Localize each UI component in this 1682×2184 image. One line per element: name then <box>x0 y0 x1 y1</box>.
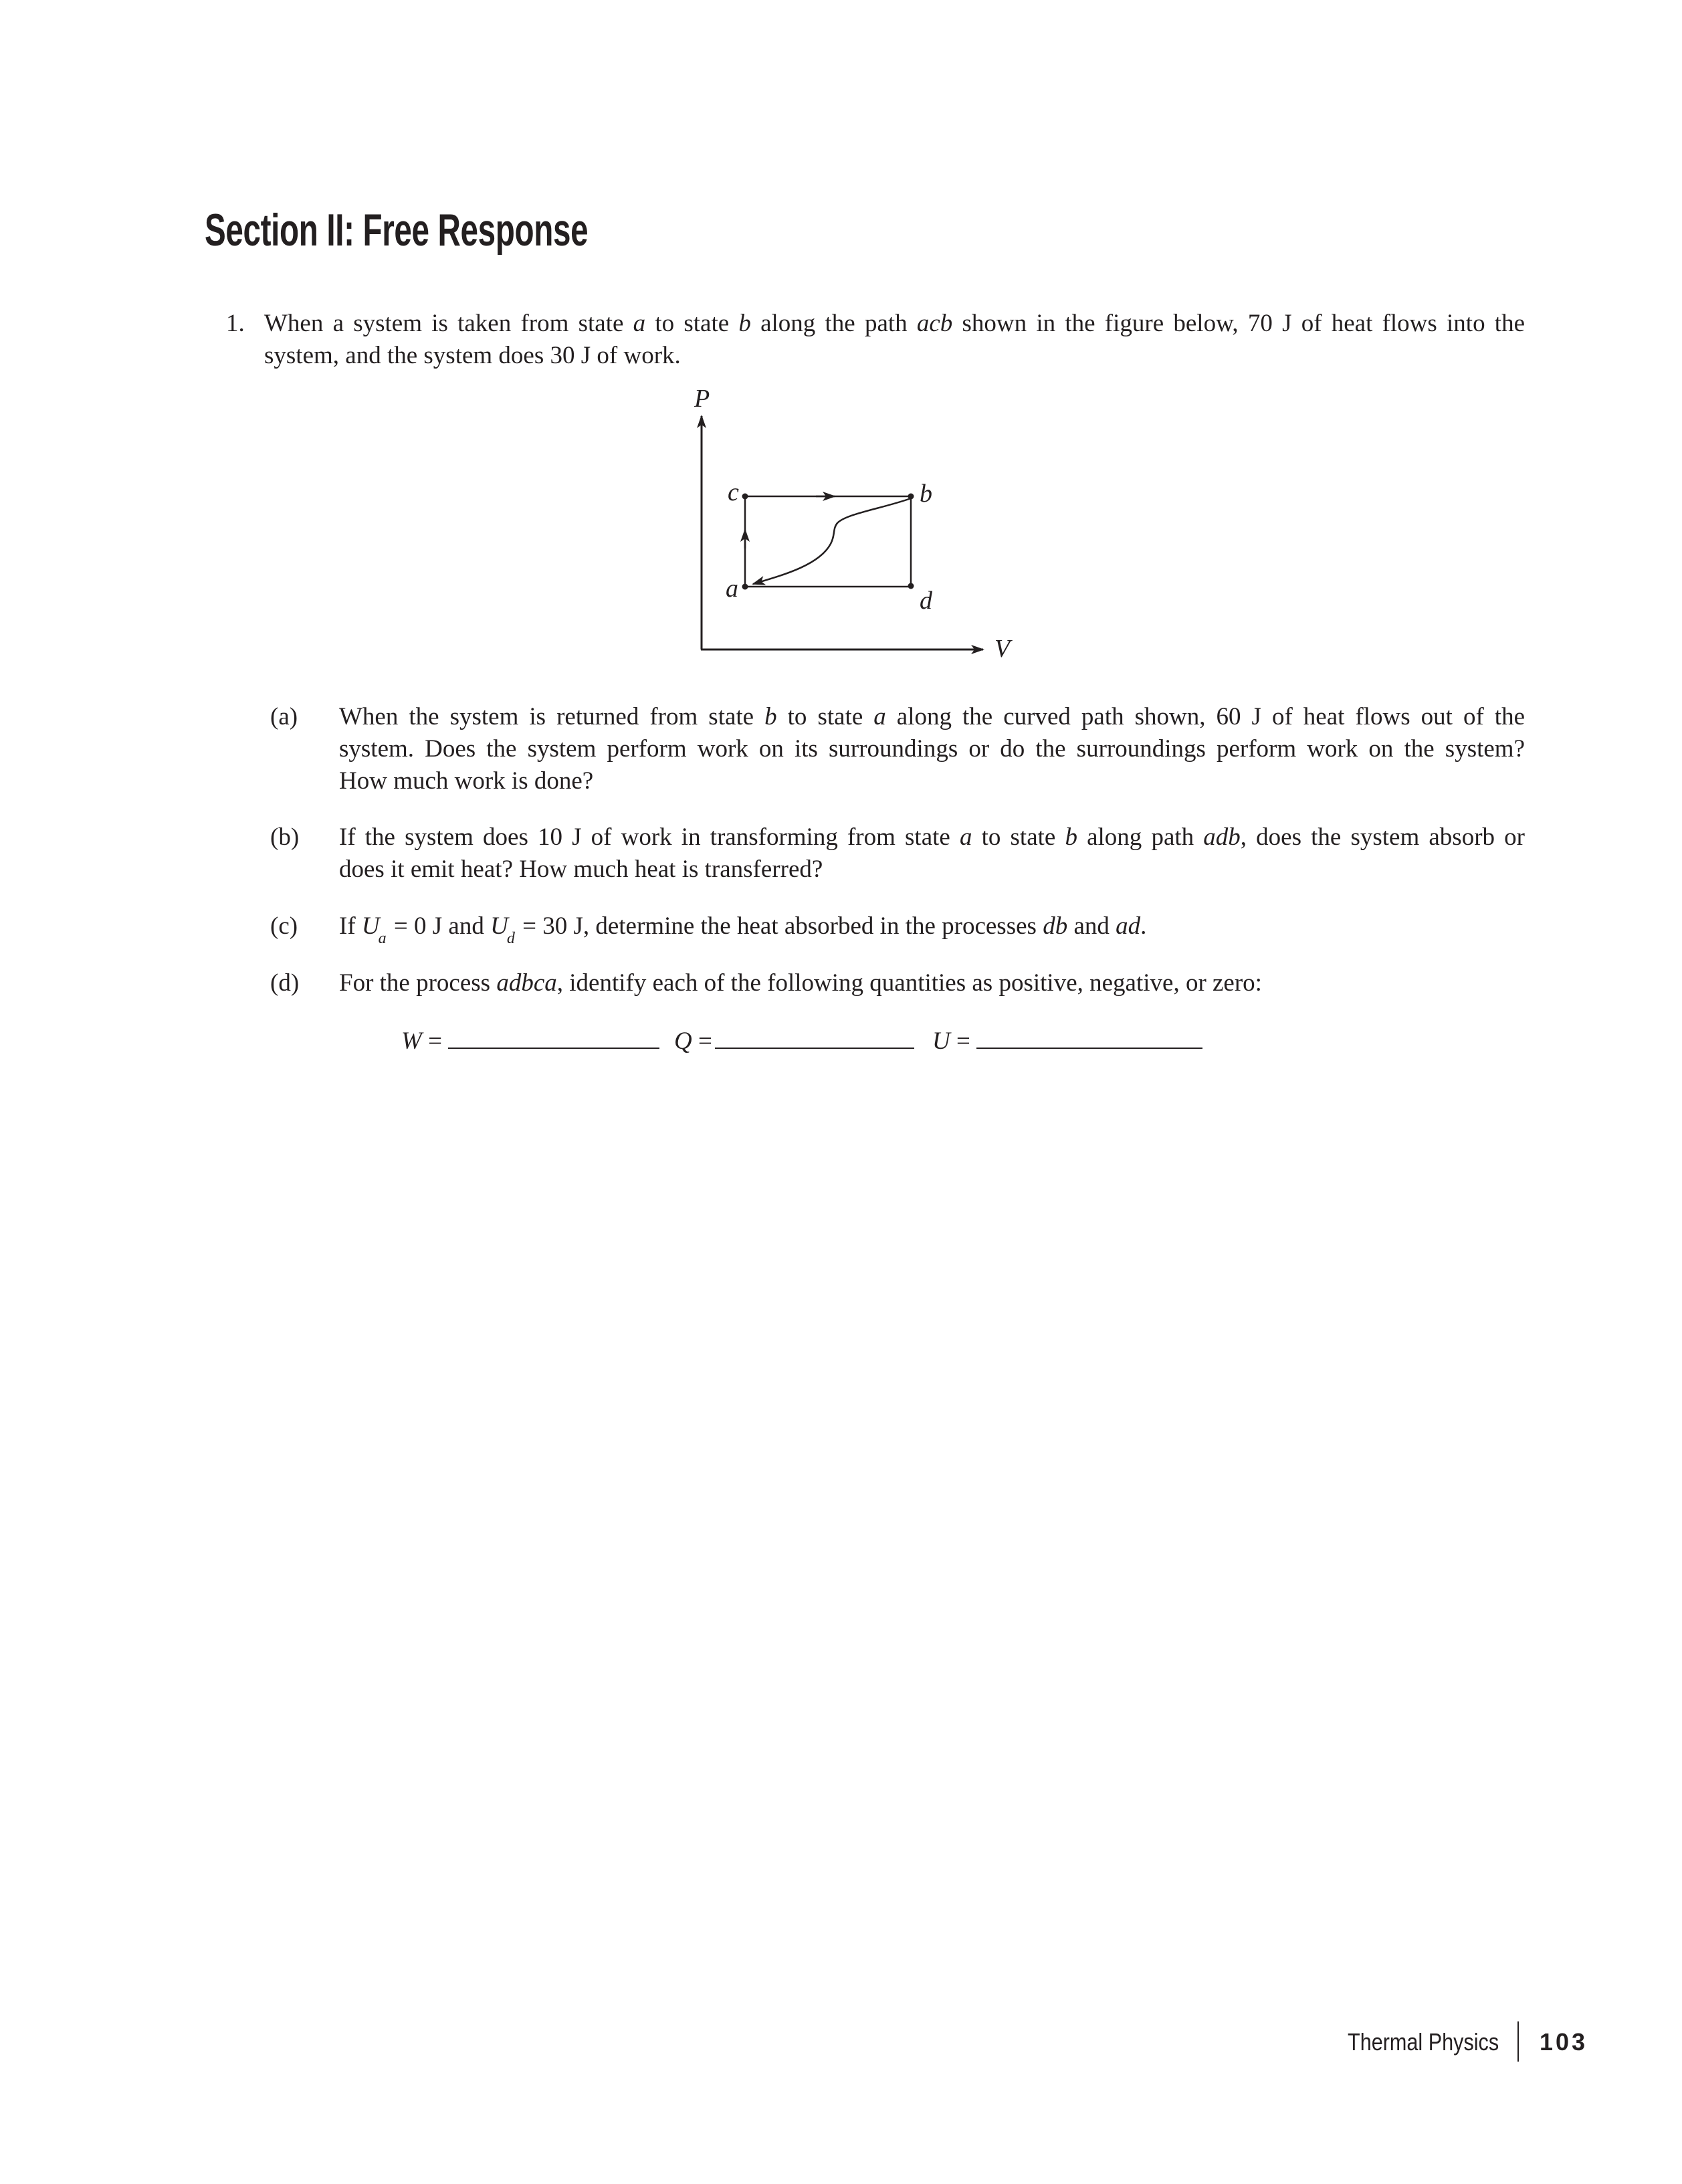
italic-variable: a <box>633 310 646 337</box>
text-segment: and <box>1067 912 1116 940</box>
answer-u <box>932 1025 1202 1057</box>
part-d-label: (d) <box>270 969 300 997</box>
text-segment: to state <box>645 310 739 337</box>
text-segment: How much work is done? <box>339 767 594 795</box>
answer-q <box>674 1025 914 1057</box>
italic-variable: acb <box>916 310 953 337</box>
text-segment: . <box>1140 912 1147 940</box>
part-c-label: (c) <box>270 912 298 940</box>
part-line <box>339 854 1525 886</box>
text-segment: = 0 J and <box>387 912 491 940</box>
part-d-text <box>339 967 1262 999</box>
italic-variable: a <box>873 703 886 730</box>
footer-chapter: Thermal Physics <box>1348 2028 1499 2056</box>
point-a <box>742 584 748 590</box>
italic-variable: adbca <box>496 969 557 997</box>
point-d-label: d <box>920 587 932 615</box>
italic-variable: b <box>738 310 751 337</box>
italic-variable: a <box>959 823 972 851</box>
text-segment: to state <box>776 703 874 730</box>
text-segment: If the system does 10 J of work in transforming from state <box>339 823 960 851</box>
w-answer-blank[interactable] <box>448 1027 659 1049</box>
point-c <box>742 494 748 500</box>
pressure-axis-label: P <box>694 385 710 413</box>
text-segment: When the system is returned from state <box>339 703 765 730</box>
part-a-text <box>339 701 1525 797</box>
question-text <box>264 308 1525 372</box>
point-b <box>908 494 914 500</box>
part-b-text <box>339 821 1525 886</box>
italic-variable: db <box>1043 912 1068 940</box>
u-equals: = <box>950 1027 970 1055</box>
part-line <box>339 701 1525 733</box>
point-a-label: a <box>726 575 738 603</box>
subscript: d <box>506 930 515 947</box>
u-answer-blank[interactable] <box>976 1027 1202 1049</box>
text-segment: If <box>339 912 362 940</box>
part-c-text <box>339 910 1147 947</box>
text-segment: along the curved path shown, 60 J of heat flows out of the <box>885 703 1525 730</box>
u-symbol: U <box>932 1027 950 1055</box>
text-segment: = 30 J, determine the heat absorbed in the processes <box>516 912 1043 940</box>
answer-w <box>401 1025 659 1057</box>
point-d <box>908 583 914 589</box>
italic-variable: b <box>764 703 777 730</box>
part-line <box>339 910 1147 947</box>
text-segment: system, and the system does 30 J of work. <box>264 342 681 369</box>
text-segment: along path <box>1077 823 1204 851</box>
point-b-label: b <box>920 480 932 508</box>
part-line <box>339 821 1525 854</box>
text-segment: along the path <box>750 310 917 337</box>
text-segment: , identify each of the following quantities as positive, negative, or zero: <box>556 969 1262 997</box>
italic-variable: ad <box>1116 912 1141 940</box>
part-line <box>339 967 1262 999</box>
part-line <box>339 733 1525 765</box>
question-line <box>264 308 1525 340</box>
volume-axis-label: V <box>994 635 1011 663</box>
curved-path-ba <box>753 498 911 584</box>
text-segment: to state <box>972 823 1065 851</box>
q-symbol: Q <box>674 1027 692 1055</box>
q-equals: = <box>692 1027 712 1055</box>
w-equals: = <box>421 1027 442 1055</box>
italic-variable: b <box>1065 823 1077 851</box>
pv-diagram <box>669 375 1043 669</box>
text-segment: shown in the figure below, 70 J of heat flows into the <box>952 310 1526 337</box>
text-segment: When a system is taken from state <box>264 310 633 337</box>
w-symbol: W <box>401 1027 422 1055</box>
page-number: 103 <box>1540 2028 1588 2056</box>
text-segment: system. Does the system perform work on its surroundings or do the surroundings perform work on the system? <box>339 735 1525 763</box>
q-answer-blank[interactable] <box>715 1027 914 1049</box>
question-number: 1. <box>226 310 245 337</box>
part-a-label: (a) <box>270 703 298 730</box>
footer-divider <box>1517 2021 1519 2062</box>
page-title: Section II: Free Response <box>205 205 589 256</box>
text-segment: , does the system absorb or <box>1240 823 1525 851</box>
italic-variable: U <box>490 912 508 940</box>
part-line <box>339 765 1525 797</box>
question-line <box>264 340 1525 372</box>
point-c-label: c <box>728 478 739 506</box>
subscript: a <box>378 930 387 947</box>
text-segment: does it emit heat? How much heat is transferred? <box>339 856 823 883</box>
italic-variable: adb <box>1203 823 1241 851</box>
text-segment: For the process <box>339 969 497 997</box>
italic-variable: U <box>361 912 380 940</box>
part-b-label: (b) <box>270 823 300 851</box>
